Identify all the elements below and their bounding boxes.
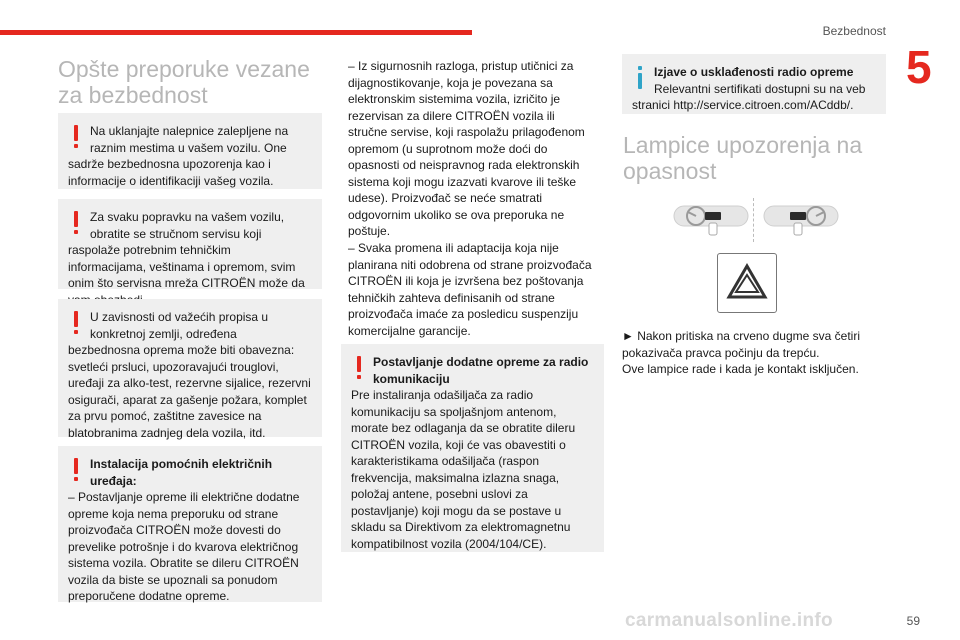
warning-icon [72,209,82,237]
hazard-triangle-icon [718,254,776,312]
chapter-number: 5 [906,41,932,93]
info-icon [636,64,646,92]
warning-box-equipment [58,299,322,440]
diagnostic-text [348,58,596,339]
hazard-description [622,328,892,378]
watermark: carmanualsonline.info [625,610,833,631]
section-title: Bezbednost [822,24,886,38]
steering-wheel-icon [672,202,752,238]
warning-icon [72,456,82,484]
paragraph: – Svaka promena ili adaptacija koja nije planirana niti odobrena od strane proizvođača CITROËN ili koja je izvršena bez poštovanja tehničkih zahteva definisanih od strane proizvođača imaće za posledicu suspenziju komercijalne garancije. [348,241,592,338]
warning-box-repair [58,199,322,289]
warning-box-radio [341,344,604,552]
heading-general-safety: Opšte preporuke vezane za bezbednost [58,56,310,108]
box-title: Postavljanje dodatne opreme za radio komunikaciju [373,355,589,386]
warning-icon [72,309,82,337]
box-title: Izjave o usklađenosti radio opreme [654,65,854,79]
box-first-line: Za svaku popravku na vašem vozilu, [90,210,285,224]
warning-box-labels [58,113,322,189]
box-first-line: Na uklanjajte nalepnice zalepljene na [90,124,289,138]
box-first-line: U zavisnosti od važećih propisa u [90,310,269,324]
box-text: konkretnoj zemlji, određena bezbednosna oprema može biti obavezna: svetleći prsluci, upozoravajući trouglovi, uređaji za alko-test, rezervne sijalice, rezervni osigurači, aparat za gašenje požara, komplet za prvu pomoć, zaštitne zavesice na blatobranima zadnjeg dela vozila, itd. [68,326,311,440]
heading-hazard-lights: Lampice upozorenja na opasnost [623,132,863,184]
divider [753,198,754,242]
steering-wheel-icon [760,202,840,238]
page-number: 59 [906,614,920,628]
warning-box-electrical [58,446,322,602]
paragraph: ► Nakon pritiska na crveno dugme sva četiri pokazivača pravca počinju da trepću. [622,329,860,360]
warning-icon [72,123,82,151]
box-text: obratite se stručnom servisu koji raspolaže potrebnim tehničkim informacijama, veštinama i opremom, svim onim što servisna mreža CITROËN može da [68,226,305,291]
box-title: Instalacija pomoćnih električnih uređaja: [90,457,273,488]
info-box-compliance [622,54,886,114]
box-text: – Postavljanje opreme ili električne dodatne opreme koja nema preporuku od strane proizvođača CITROËN može dovesti do prevelike potrošnje i do kvarova električnog sistema vozila. Obratite se dileru CITROËN vozila da biste se upoznali sa ponudom preporučene dodatne opreme. [68,490,300,604]
box-text: raznim mestima u vašem vozilu. One sadrže bezbednosna upozorenja kao i informacije o identifikaciji vašeg vozila. [68,140,287,188]
hazard-button-icon [717,253,777,313]
box-text: Pre instaliranja odašiljača za radio komunikaciju sa spoljašnjom antenom, morate bez odlaganja da se obratite dileru CITROËN vozila, koji će vas obavestiti o karakteristikama odašiljača (raspon frekvencija, maksimalna izlazna snaga, položaj antene, posebni uslovi za postavljanje) koji mogu da se postave u skladu sa Direktivom za elektromagnetnu kompatibilnost vozila (2004/104/CE). [351,388,576,552]
box-text: stranici http://service.citroen.com/ACddb/. [632,98,854,113]
top-accent-bar [0,30,472,35]
box-first-line: Relevantni sertifikati dostupni su na veb [654,81,866,96]
paragraph: Ove lampice rade i kada je kontakt isključen. [622,362,859,377]
warning-icon [355,354,365,382]
paragraph: – Iz sigurnosnih razloga, pristup utičnici za dijagnostikovanje, koja je povezana sa elektronskim sistemima vozila, izričito je rezervisan za dilere CITROËN vozila ili stručne servise, koji raspolažu prilagođenom opremom (u suprotnom može doći do opasnosti od neispravnog rada elektronskih sistema koji mogu izazvati kvarove ili teške udese). Proizvođač se neće smatrati odgovornim ukoliko se ova preporuka ne poštuje. [348,59,585,239]
